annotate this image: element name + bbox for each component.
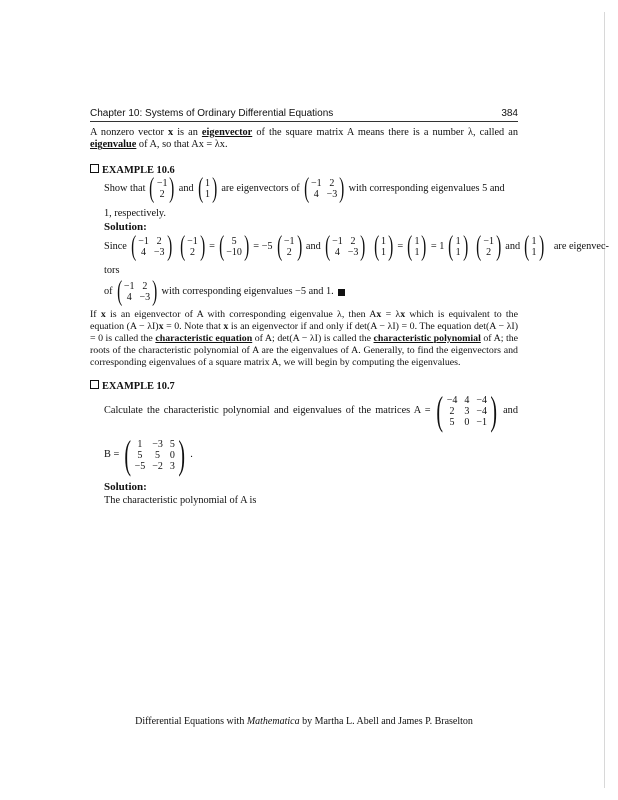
matrix-a-2x2: ( −1 2 4 −3 ) (303, 173, 345, 204)
ex1-conclusion-row: of ( −1 2 4 −3 ) with corresponding eigenvalues −5 and 1. (104, 281, 345, 303)
ex1-respectively: 1, respectively. (104, 208, 166, 219)
matrix-a-3x3: ( −4 4 −4 2 3 −4 5 0 −1 ) (436, 388, 497, 433)
ex2-statement-row: Calculate the characteristic polynomial and eigenvalues of the matrices A = ( −4 4 −4 2 3 −4 5 0 −1 ) and (104, 388, 518, 433)
matrix-b-3x3: ( 1 −3 5 5 5 0 −5 −2 3 ) (124, 432, 185, 477)
running-header (90, 108, 518, 120)
ex2-solution-text: The characteristic polynomial of A is (104, 495, 257, 506)
ex1-statement-row: Show that ( −1 2 ) and ( 1 1 ) are eigenvectors of ( −1 2 4 −3 ) with corresponding eigenvalues 5 and (104, 173, 505, 204)
term-eigenvector: eigenvector (201, 127, 253, 138)
vector-v2: ( 1 1 ) (197, 173, 218, 204)
ex1-solution-heading: Solution: (104, 221, 147, 233)
term-eigenvalue: eigenvalue (90, 139, 137, 151)
example-10-7-heading: EXAMPLE 10.7 (90, 380, 518, 393)
page-number: 384 (501, 108, 518, 119)
intro-paragraph: A nonzero vector x is an eigenvector of the square matrix A means there is a number λ, called an eigenvalue of A, so that Ax = λx. (90, 127, 518, 151)
header-rule (90, 121, 518, 122)
example-10-6-heading: EXAMPLE 10.6 (90, 164, 518, 177)
checkbox-icon (90, 380, 99, 389)
page-edge-rule (604, 12, 605, 788)
end-of-proof-icon (338, 289, 345, 296)
ex2-matrix-b-row: B = ( 1 −3 5 5 5 0 −5 −2 3 ) . (104, 432, 193, 477)
term-characteristic-equation: characteristic equation (155, 333, 253, 344)
term-characteristic-polynomial: characteristic polynomial (373, 333, 481, 344)
chapter-title: Chapter 10: Systems of Ordinary Differential Equations (90, 108, 334, 119)
page-footer: Differential Equations with Mathematica by Martha L. Abell and James P. Braselton (135, 716, 473, 727)
checkbox-icon (90, 164, 99, 173)
vector-v1: ( −1 2 ) (149, 173, 175, 204)
ex1-since-row: Since ( −1 2 4 −3 ) ( −1 2 ) = ( 5 −10 ) = −5 ( −1 2 ) and ( −1 2 4 −3 ) ( 1 1 ) = ( 1 1 ) = 1 ( 1 1 ) ( −1 2 ) and ( 1 1 ) are eigenvec- (104, 231, 609, 262)
eigen-explanation-paragraph: If x is an eigenvector of A with corresponding eigenvalue λ, then Ax = λx which is equivalent to the equation (A − λI)x = 0. Note that x is an eigenvector if and only if det(A − λI) = 0. The equation det(A − λI) = 0 is called the characteristic equation of A; det(A − λI) is called the characteristic polynomial of A; the roots of the characteristic polynomial of A are the eigenvalues of A. Generally, to find the eigenvectors and corresponding eigenvalues of a square matrix A, we will begin by computing the eigenvalues. (90, 309, 519, 368)
ex2-solution-heading: Solution: (104, 481, 147, 493)
